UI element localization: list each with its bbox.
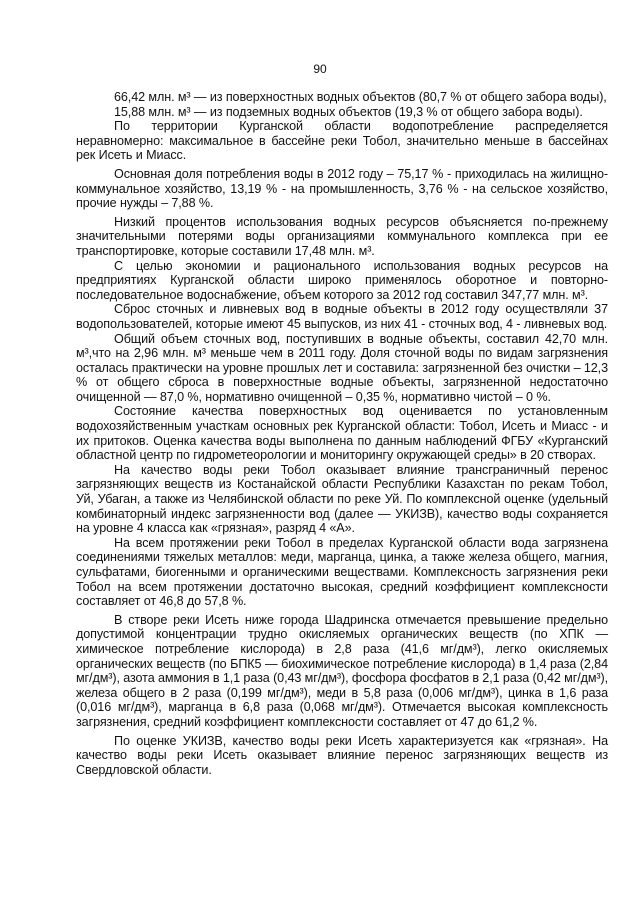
paragraph-water-distribution: По территории Курганской области водопотребление распределяется неравномерно: максимальное в бассейне реки Тобол, значительно меньше в бассейнах рек Исеть и Миасс. xyxy=(76,119,608,163)
paragraph-line: 66,42 млн. м³ — из поверхностных водных объектов (80,7 % от общего забора воды), xyxy=(114,90,607,104)
paragraph-water-losses: Низкий процентов использования водных ресурсов объясняется по-прежнему значительными потерями воды организациями коммунального комплекса при ее транспортировке, которые составили 17,48 млн. м³. xyxy=(76,214,608,258)
paragraph-discharge-users: Сброс сточных и ливневых вод в водные объекты в 2012 году осуществляли 37 водопользователей, которые имеют 45 выпусков, из них 41 - сточных вод, 4 - ливневых вод. xyxy=(76,302,608,331)
paragraph-wastewater-volume: Общий объем сточных вод, поступивших в водные объекты, составил 42,70 млн. м³,что на 2,96 млн. м³ меньше чем в 2011 году. Доля сточной воды по видам загрязнения осталась практически на уровне прошлых лет и составила: загрязненной без очистки – 12,3 % от общего сброса в поверхностные водные объекты, загрязненной недостаточно очищенной — 87,0 %, нормативно очищенной – 0,35 %, нормативно чистой – 0 %. xyxy=(76,331,608,404)
paragraph-tobol-pollution: На всем протяжении реки Тобол в пределах Курганской области вода загрязнена соединениями тяжелых металлов: меди, марганца, цинка, а также железа общего, магния, сульфатами, биогенными и органическими веществами. Комплексность загрязнения реки Тобол на всем протяжении достаточно высокая, средний коэффициент комплексности составляет от 46,8 до 57,8 %. xyxy=(76,535,608,609)
paragraph-consumption-shares: Основная доля потребления воды в 2012 году – 75,17 % - приходилась на жилищно-коммунальное хозяйство, 13,19 % - на промышленность, 3,76 % - на сельское хозяйство, прочие нужды – 7,88 %. xyxy=(76,166,608,211)
paragraph-surface-water-state: Состояние качества поверхностных вод оценивается по установленным водохозяйственным участкам основных рек Курганской области: Тобол, Исеть и Миасс - и их притоков. Оценка качества воды выполнена по данным наблюдений ФГБУ «Курганский областной центр по гидрометеорологии и мониторингу окружающей среды» в 20 створах. xyxy=(76,404,608,463)
paragraph-iset-assessment: По оценке УКИЗВ, качество воды реки Исеть характеризуется как «грязная». На качество воды реки Исеть оказывает влияние перенос загрязняющих веществ из Свердловской области. xyxy=(76,733,608,777)
paragraph-water-intake-sources xyxy=(76,90,608,119)
document-body xyxy=(76,90,608,777)
paragraph-tobol-quality: На качество воды реки Тобол оказывает влияние трансграничный перенос загрязняющих веществ из Костанайской области Республики Казахстан по рекам Тобол, Уй, Убаган, а также из Челябинской области по реке Уй. По комплексной оценке (удельный комбинаторный индекс загрязненности вод (далее — УКИЗВ), качество воды сохраняется на уровне 4 класса как «грязная», разряд 4 «А». xyxy=(76,462,608,536)
page-number: 90 xyxy=(313,62,327,76)
paragraph-recycled-water: С целью экономии и рационального использования водных ресурсов на предприятиях Курганской области широко применялось оборотное и повторно-последовательное водоснабжение, объем которого за 2012 год составил 347,77 млн. м³. xyxy=(76,258,608,302)
paragraph-line: 15,88 млн. м³ — из подземных водных объектов (19,3 % от общего забора воды). xyxy=(114,104,583,119)
paragraph-iset-shadrinsk: В створе реки Исеть ниже города Шадринска отмечается превышение предельно допустимой концентрации трудно окисляемых органических веществ (по ХПК — химическое потребление кислорода) в 2,8 раза (41,6 мг/дм³), легко окисляемых органических веществ (по БПК5 — биохимическое потребление кислорода) в 1,4 раза (2,84 мг/дм³), азота аммония в 1,1 раза (0,43 мг/дм³), фосфора фосфатов в 2,1 раза (0,42 мг/дм³), железа общего в 2 раза (0,199 мг/дм³), меди в 5,8 раза (0,006 мг/дм³), цинка в 1,6 раза (0,016 мг/дм³), марганца в 6,8 раза (0,068 мг/дм³). Отмечается высокая комплексность загрязнения, средний коэффициент комплексности составляет от 47 до 61,2 %. xyxy=(76,612,609,729)
